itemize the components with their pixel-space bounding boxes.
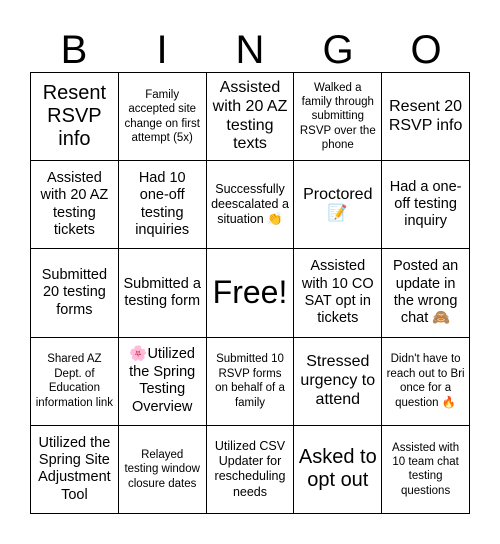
bingo-cell[interactable]: Had a one-off testing inquiry — [382, 161, 470, 249]
bingo-board — [30, 72, 470, 514]
bingo-cell[interactable]: Family accepted site change on first attempt (5x) — [119, 73, 207, 161]
bingo-cell[interactable]: Walked a family through submitting RSVP over the phone — [294, 73, 382, 161]
bingo-cell[interactable]: Resent RSVP info — [31, 73, 119, 161]
bingo-cell[interactable]: Submitted 10 RSVP forms on behalf of a family — [207, 338, 295, 426]
bingo-cell[interactable]: Utilized the Spring Site Adjustment Tool — [31, 426, 119, 514]
bingo-cell[interactable]: Assisted with 10 team chat testing questions — [382, 426, 470, 514]
bingo-cell[interactable]: Submitted 20 testing forms — [31, 249, 119, 337]
bingo-cell[interactable]: Didn't have to reach out to Bri once for a question 🔥 — [382, 338, 470, 426]
bingo-cell[interactable]: Resent 20 RSVP info — [382, 73, 470, 161]
bingo-cell[interactable]: 🌸Utilized the Spring Testing Overview — [119, 338, 207, 426]
bingo-cell[interactable]: Had 10 one-off testing inquiries — [119, 161, 207, 249]
bingo-cell[interactable]: Proctored 📝 — [294, 161, 382, 249]
bingo-cell[interactable]: Relayed testing window closure dates — [119, 426, 207, 514]
bingo-cell[interactable]: Shared AZ Dept. of Education information link — [31, 338, 119, 426]
bingo-header — [30, 28, 470, 72]
header-letter-n: N — [235, 28, 265, 72]
bingo-cell[interactable]: Stressed urgency to attend — [294, 338, 382, 426]
free-space[interactable]: Free! — [207, 249, 295, 337]
header-letter-i: I — [156, 28, 168, 72]
bingo-cell[interactable]: Utilized CSV Updater for rescheduling needs — [207, 426, 295, 514]
header-letter-o: O — [410, 28, 442, 72]
bingo-cell[interactable]: Assisted with 10 CO SAT opt in tickets — [294, 249, 382, 337]
bingo-cell[interactable]: Submitted a testing form — [119, 249, 207, 337]
header-letter-b: B — [60, 28, 88, 72]
bingo-cell[interactable]: Assisted with 20 AZ testing tickets — [31, 161, 119, 249]
bingo-cell[interactable]: Successfully deescalated a situation 👏 — [207, 161, 295, 249]
bingo-cell[interactable]: Asked to opt out — [294, 426, 382, 514]
bingo-cell[interactable]: Posted an update in the wrong chat 🙈 — [382, 249, 470, 337]
header-letter-g: G — [322, 28, 354, 72]
bingo-cell[interactable]: Assisted with 20 AZ testing texts — [207, 73, 295, 161]
